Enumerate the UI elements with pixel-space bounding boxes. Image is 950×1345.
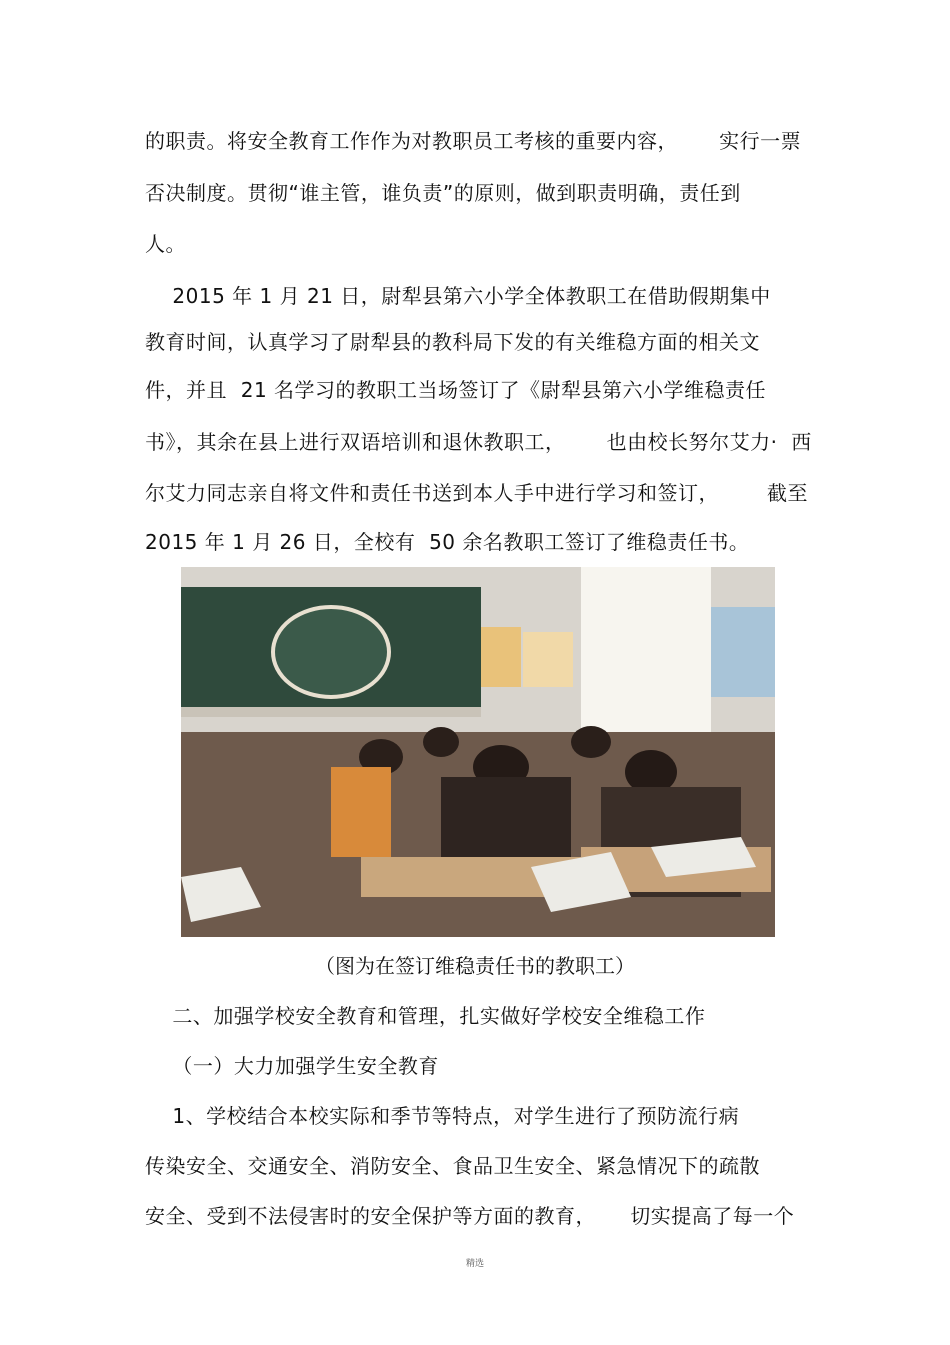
paragraph-line: 否决制度。贯彻“谁主管，谁负责”的原则，做到职责明确，责任到: [145, 181, 741, 205]
section-heading: 二、加强学校安全教育和管理，扎实做好学校安全维稳工作: [145, 1004, 706, 1028]
page-footer: 精选: [465, 1259, 484, 1269]
paragraph-line: 2015 年 1 月 26 日，全校有 50 余名教职工签订了维稳责任书。: [145, 530, 750, 554]
paragraph-line: 尔艾力同志亲自将文件和责任书送到本人手中进行学习和签订， 截至: [145, 481, 809, 505]
paragraph-line: 书》，其余在县上进行双语培训和退休教职工， 也由校长努尔艾力· 西: [145, 430, 812, 454]
paragraph-line: 传染安全、交通安全、消防安全、食品卫生安全、紧急情况下的疏散: [145, 1154, 760, 1178]
classroom-photo: [181, 567, 775, 937]
subsection-heading: （一）大力加强学生安全教育: [145, 1054, 439, 1078]
paragraph-line: 教育时间，认真学习了尉犁县的教科局下发的有关维稳方面的相关文: [145, 330, 760, 354]
paragraph-line: 件，并且 21 名学习的教职工当场签订了《尉犁县第六小学维稳责任: [145, 378, 767, 402]
paragraph-line: 人。: [145, 232, 186, 256]
paragraph-line: 安全、受到不法侵害时的安全保护等方面的教育， 切实提高了每一个: [145, 1204, 795, 1228]
figure-caption: （图为在签订维稳责任书的教职工）: [315, 954, 635, 978]
paragraph-line: 2015 年 1 月 21 日，尉犁县第六小学全体教职工在借助假期集中: [145, 284, 771, 308]
paragraph-line: 1、学校结合本校实际和季节等特点，对学生进行了预防流行病: [145, 1104, 740, 1128]
paragraph-line: 的职责。将安全教育工作作为对教职员工考核的重要内容， 实行一票: [145, 129, 802, 153]
